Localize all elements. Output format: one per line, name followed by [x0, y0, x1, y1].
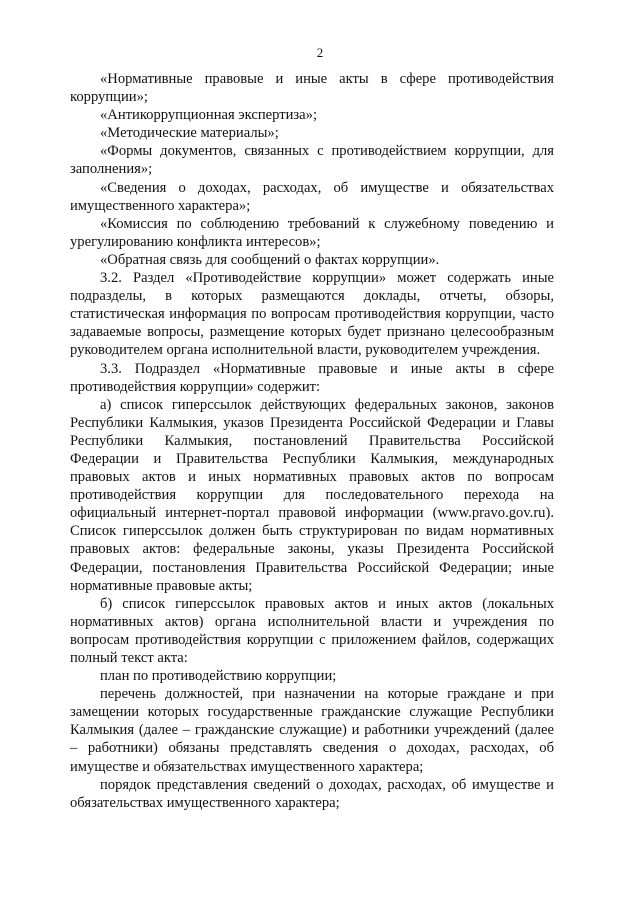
paragraph: «Антикоррупционная экспертиза»; [100, 107, 318, 124]
paragraph: 3.2. Раздел «Противодействие коррупции» может содержать иные подразделы, в которых размещаются доклады, отчеты, обзоры, статистическая информация по вопросам противодействия коррупции, часто задаваемые вопросы, размещение которых будет признано целесообразным руководителем органа исполнительной власти, руководителем учреждения. [70, 270, 554, 359]
paragraph: «Сведения о доходах, расходах, об имуществе и обязательствах имущественного характера»; [70, 179, 554, 214]
paragraph: б) список гиперссылок правовых актов и иных актов (локальных нормативных актов) органа исполнительной власти и учреждения по вопросам противодействия коррупции с приложением файлов, содержащих полный текст акта: [70, 595, 554, 666]
paragraph: «Формы документов, связанных с противодействием коррупции, для заполнения»; [70, 143, 554, 178]
paragraph: «Методические материалы»; [100, 125, 279, 142]
paragraph: «Нормативные правовые и иные акты в сфере противодействия коррупции»; [70, 71, 554, 106]
paragraph: перечень должностей, при назначении на которые граждане и при замещении которых государственные гражданские служащие Республики Калмыкия (далее – гражданские служащие) и работники учреждений (далее – работники) обязаны представлять сведения о доходах, расходах, об имуществе и обязательствах имущественного характера; [70, 686, 554, 775]
paragraph: «Комиссия по соблюдению требований к служебному поведению и урегулированию конфликта интересов»; [70, 215, 554, 250]
paragraph: 3.3. Подраздел «Нормативные правовые и иные акты в сфере противодействия коррупции» содержит: [70, 360, 554, 395]
page-number: 2 [316, 45, 324, 60]
paragraph: «Обратная связь для сообщений о фактах коррупции». [100, 251, 440, 268]
document-body [70, 70, 554, 812]
paragraph: а) список гиперссылок действующих федеральных законов, законов Республики Калмыкия, указов Президента Российской Федерации и Главы Республики Калмыкия, постановлений Правительства Российской Федерации и Правительства Республики Калмыкия, международных правовых актов и иных нормативных правовых актов по вопросам противодействия коррупции для последовательного перехода на официальный интернет-портал правовой информации (www.pravo.gov.ru). Список гиперссылок должен быть структурирован по видам нормативных правовых актов: федеральные законы, указы Президента Российской Федерации, постановления Правительства Российской Федерации; иные нормативные правовые акты; [70, 396, 554, 594]
paragraph: план по противодействию коррупции; [100, 668, 337, 685]
paragraph: порядок представления сведений о доходах, расходах, об имуществе и обязательствах имущественного характера; [70, 776, 554, 811]
